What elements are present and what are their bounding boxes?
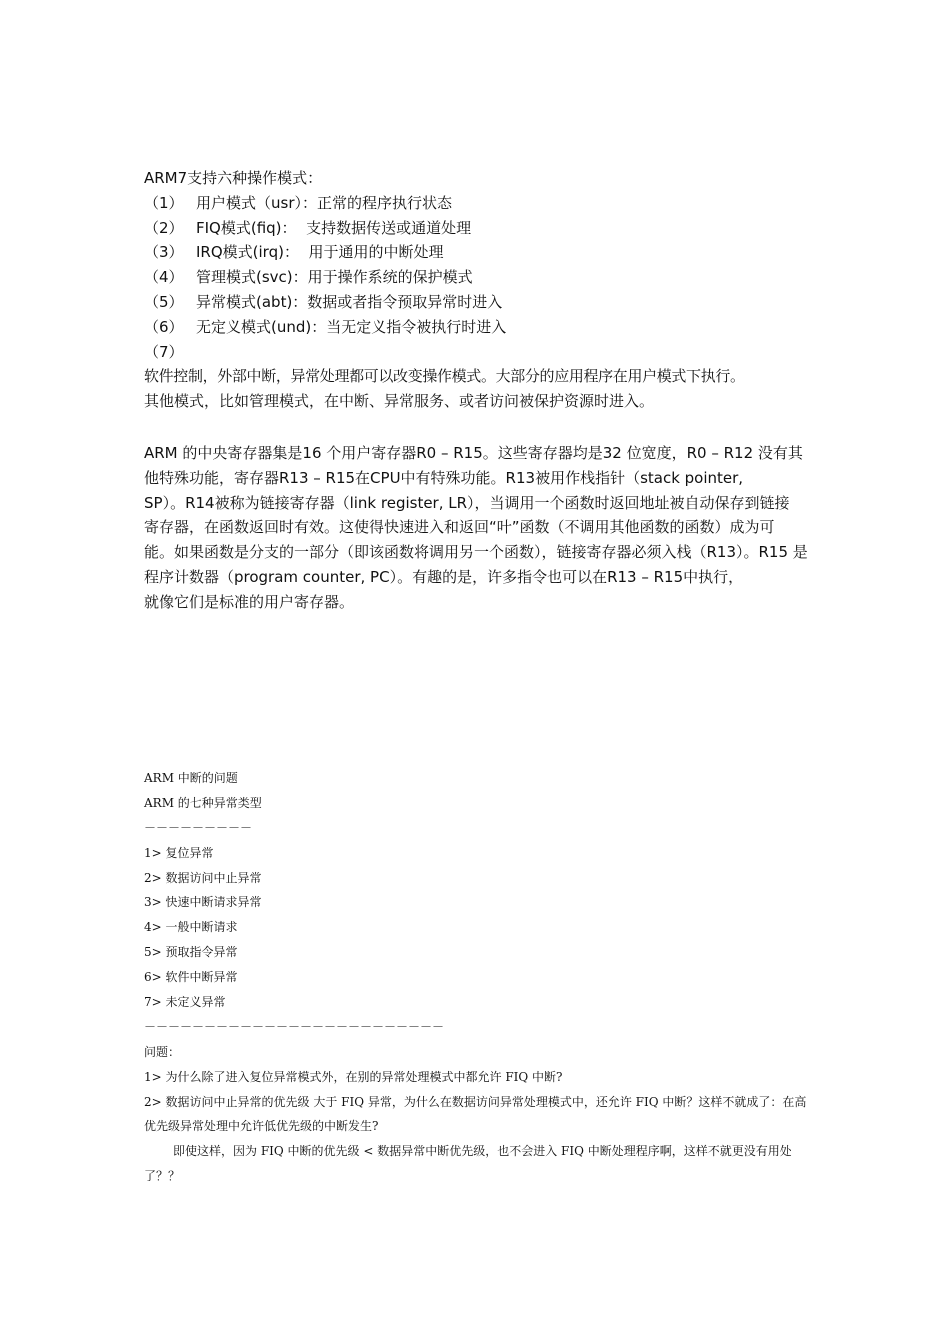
question-item: 1> 为什么除了进入复位异常模式外，在别的异常处理模式中都允许 FIQ 中断? <box>144 1069 563 1084</box>
exception-item: 6> 软件中断异常 <box>144 970 238 985</box>
exception-item: 3> 快速中断请求异常 <box>144 895 262 910</box>
modes-summary-line: 其他模式，比如管理模式，在中断、异常服务、或者访问被保护资源时进入。 <box>144 392 655 411</box>
mode-item <box>144 240 814 265</box>
mode-item <box>144 265 814 290</box>
mode-item <box>144 191 814 216</box>
mode-text: 无定义模式(und)：当无定义指令被执行时进入 <box>196 317 507 336</box>
mode-number: （6） <box>144 317 184 336</box>
registers-paragraph: ARM 的中央寄存器集是16 个用户寄存器R0 – R15。这些寄存器均是32 位宽度，R0 – R12 没有其他特殊功能，寄存器R13 – R15在CPU中有特殊功能。R13被用作栈指针（stack pointer, <box>144 444 803 487</box>
registers-paragraph: 能。如果函数是分支的一部分（即该函数将调用另一个函数），链接寄存器必须入栈（R13）。R15 是程序计数器（program counter, PC）。有趣的是，许多指令也可以在R13 – R15中执行， <box>144 543 808 586</box>
divider-long: －－－－－－－－－－－－－－－－－－－－－－－－－ <box>144 1019 445 1034</box>
exception-item: 5> 预取指令异常 <box>144 945 238 960</box>
interrupt-questions-section <box>144 766 810 1189</box>
divider-short: －－－－－－－－－ <box>144 820 253 835</box>
exception-item: 7> 未定义异常 <box>144 995 226 1010</box>
mode-number: （3） <box>144 243 184 262</box>
question-note: 即使这样，因为 FIQ 中断的优先级 < 数据异常中断优先级，也不会进入 FIQ 中断处理程序啊，这样不就更没有用处了？？ <box>144 1144 792 1184</box>
mode-text: IRQ模式(irq)： 用于通用的中断处理 <box>196 243 444 262</box>
mode-number: （2） <box>144 218 184 237</box>
registers-section <box>144 441 814 615</box>
question-label: 问题： <box>144 1044 181 1059</box>
exception-types-title: ARM 的七种异常类型 <box>144 795 262 810</box>
mode-item <box>144 340 814 365</box>
mode-text: FIQ模式(fiq)： 支持数据传送或通道处理 <box>196 218 472 237</box>
operating-modes-section <box>144 166 814 414</box>
mode-item <box>144 216 814 241</box>
mode-number: （1） <box>144 193 184 212</box>
operating-modes-title: ARM7支持六种操作模式： <box>144 169 323 187</box>
registers-paragraph: SP）。R14被称为链接寄存器（link register, LR），当调用一个函数时返回地址被自动保存到链接 <box>144 493 790 512</box>
mode-text: 管理模式(svc)：用于操作系统的保护模式 <box>196 268 473 287</box>
mode-text: 用户模式（usr）：正常的程序执行状态 <box>196 193 452 212</box>
mode-item <box>144 315 814 340</box>
question-item: 2> 数据访问中止异常的优先级 大于 FIQ 异常，为什么在数据访问异常处理模式中，还允许 FIQ 中断？这样不就成了：在高优先级异常处理中允许低优先级的中断发生? <box>144 1094 807 1134</box>
mode-text: 异常模式(abt)：数据或者指令预取异常时进入 <box>196 292 503 311</box>
exception-item: 2> 数据访问中止异常 <box>144 870 262 885</box>
registers-paragraph: 寄存器，在函数返回时有效。这使得快速进入和返回“叶”函数（不调用其他函数的函数）成为可 <box>144 518 775 537</box>
modes-summary-line: 软件控制，外部中断，异常处理都可以改变操作模式。大部分的应用程序在用户模式下执行。 <box>144 367 745 386</box>
exception-item: 4> 一般中断请求 <box>144 920 238 935</box>
registers-paragraph: 就像它们是标准的用户寄存器。 <box>144 592 355 611</box>
mode-item <box>144 290 814 315</box>
exception-item: 1> 复位异常 <box>144 845 214 860</box>
mode-number: （5） <box>144 292 184 311</box>
section-title: ARM 中断的问题 <box>144 771 238 785</box>
mode-number: （4） <box>144 268 184 287</box>
mode-number: （7） <box>144 342 184 361</box>
